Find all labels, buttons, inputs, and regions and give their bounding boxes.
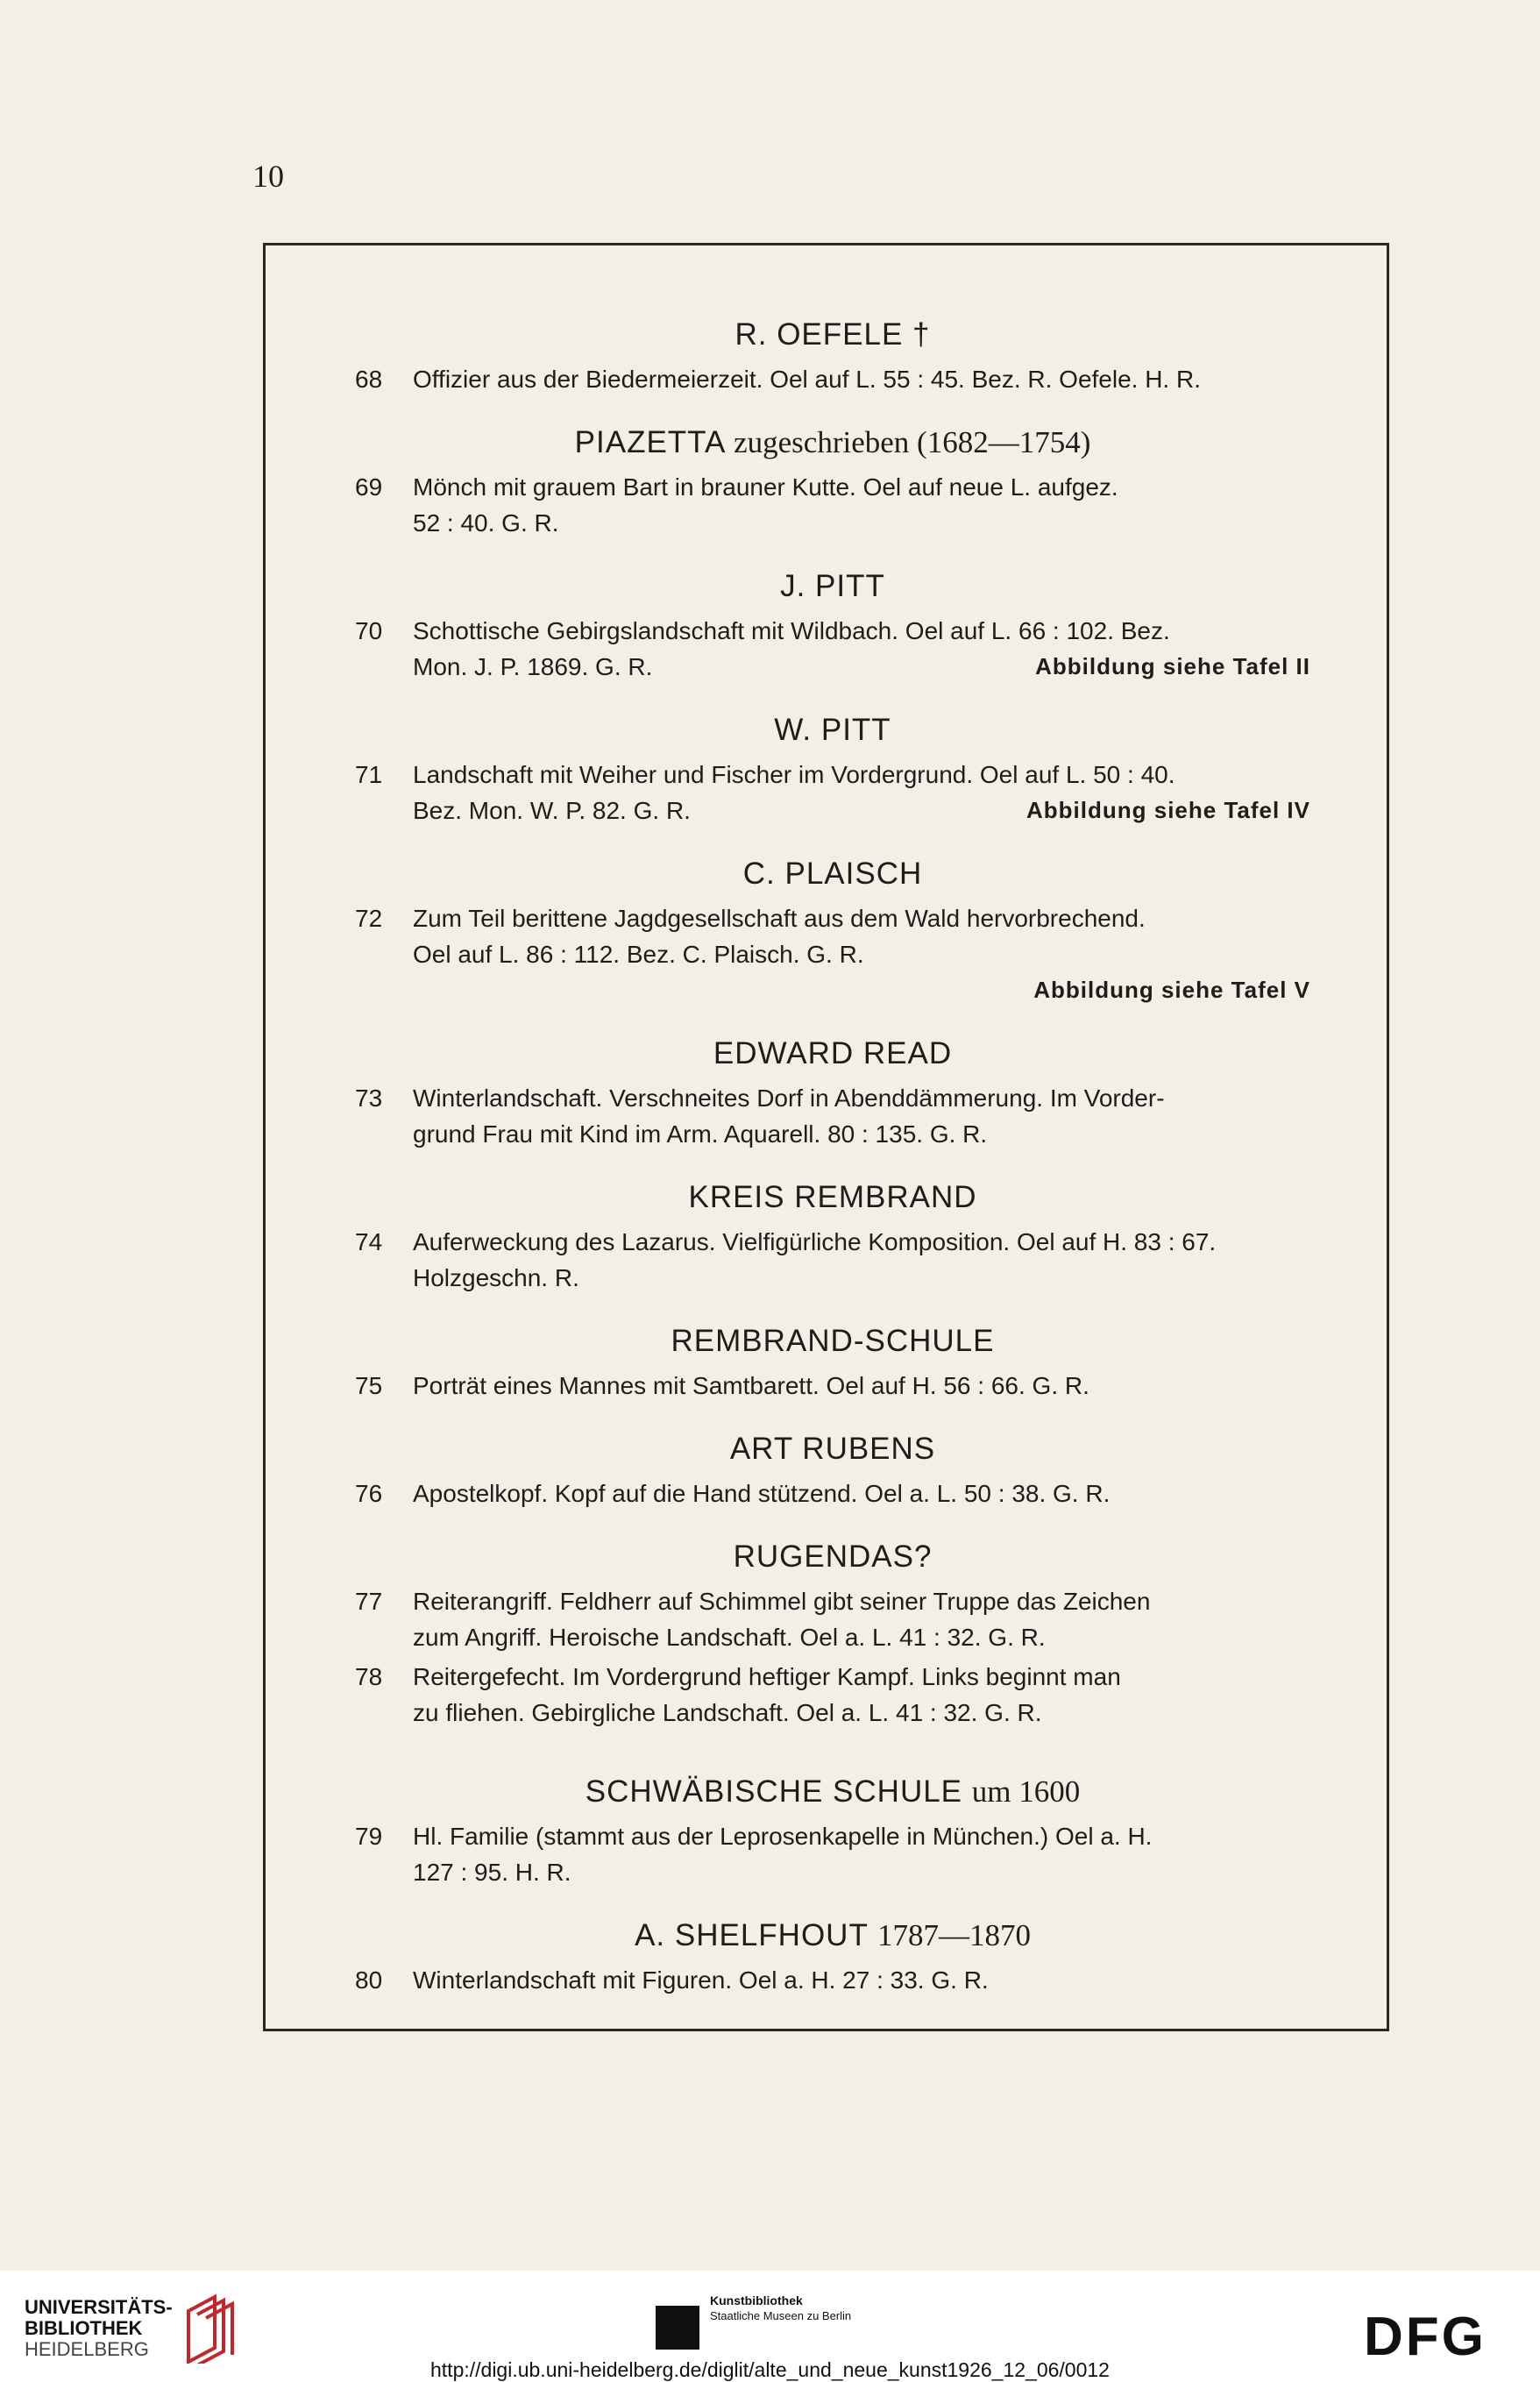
entry-text-line2: zum Angriff. Heroische Landschaft. Oel a. L. 41 : 32. G. R. xyxy=(413,1624,1046,1651)
entry-text: Porträt eines Mannes mit Samtbarett. Oel auf H. 56 : 66. G. R. xyxy=(413,1372,1089,1399)
ub-logo-line1: UNIVERSITÄTS- xyxy=(25,2296,173,2318)
artist-dates: zugeschrieben (1682—1754) xyxy=(734,425,1091,459)
artist-dates: um 1600 xyxy=(971,1774,1081,1809)
catalog-entry xyxy=(355,1224,1310,1296)
kunstbibliothek-logo[interactable] xyxy=(656,2293,851,2350)
artist-heading xyxy=(355,1773,1310,1811)
ub-logo-line3: HEIDELBERG xyxy=(25,2338,149,2360)
entry-text: Hl. Familie (stammt aus der Leprosenkapelle in München.) Oel a. H. xyxy=(413,1823,1153,1850)
entry-text-line2: Holzgeschn. R. xyxy=(413,1264,579,1291)
entry-number: 68 xyxy=(355,366,383,393)
artist-heading: J. PITT xyxy=(780,569,885,603)
artist-heading: RUGENDAS? xyxy=(733,1539,933,1574)
entry-text: Landschaft mit Weiher und Fischer im Vordergrund. Oel auf L. 50 : 40. xyxy=(413,761,1175,788)
kb-logo-line2: Staatliche Museen zu Berlin xyxy=(710,2309,852,2322)
entry-text: Apostelkopf. Kopf auf die Hand stützend. Oel a. L. 50 : 38. G. R. xyxy=(413,1480,1111,1507)
ub-book-icon xyxy=(183,2293,234,2364)
catalog-entry xyxy=(355,1659,1310,1731)
entry-text-line2: Bez. Mon. W. P. 82. G. R. xyxy=(413,797,691,824)
artist-heading: EDWARD READ xyxy=(713,1036,953,1070)
entry-text: Reitergefecht. Im Vordergrund heftiger Kampf. Links beginnt man xyxy=(413,1663,1121,1690)
catalog-entry xyxy=(355,1368,1310,1404)
artist-dates: 1787—1870 xyxy=(876,1918,1031,1952)
catalog-entry xyxy=(355,361,1310,397)
entry-number: 77 xyxy=(355,1588,383,1615)
catalog-entry xyxy=(355,757,1310,828)
entry-text: Offizier aus der Biedermeierzeit. Oel auf L. 55 : 45. Bez. R. Oefele. H. R. xyxy=(413,366,1201,393)
catalog-entry xyxy=(355,1583,1310,1655)
dfg-logo[interactable]: DFG xyxy=(1364,2307,1487,2367)
catalog-entry xyxy=(355,613,1310,685)
source-url[interactable]: http://digi.ub.uni-heidelberg.de/diglit/alte_und_neue_kunst1926_12_06/0012 xyxy=(430,2358,1110,2381)
entry-text: Reiterangriff. Feldherr auf Schimmel gibt seiner Truppe das Zeichen xyxy=(413,1588,1151,1615)
entry-number: 71 xyxy=(355,761,383,788)
illustration-reference: Abbildung siehe Tafel V xyxy=(1033,977,1310,1003)
kb-logo-line1: Kunstbibliothek xyxy=(710,2293,803,2307)
illustration-reference: Abbildung siehe Tafel IV xyxy=(1026,797,1310,823)
catalog-entry xyxy=(355,1818,1310,1890)
entry-text: Zum Teil berittene Jagdgesellschaft aus dem Wald hervorbrechend. xyxy=(413,905,1146,932)
entry-number: 70 xyxy=(355,617,383,644)
artist-name: A. SHELFHOUT xyxy=(635,1918,869,1952)
entry-text-line2: 127 : 95. H. R. xyxy=(413,1859,571,1886)
illustration-reference: Abbildung siehe Tafel II xyxy=(1035,653,1310,679)
artist-heading: KREIS REMBRAND xyxy=(688,1180,977,1214)
ub-logo-line2: BIBLIOTHEK xyxy=(25,2317,143,2339)
artist-heading: REMBRAND-SCHULE xyxy=(671,1324,995,1358)
artist-name: PIAZETTA xyxy=(574,425,725,459)
entry-number: 80 xyxy=(355,1966,383,1994)
catalog-entry xyxy=(355,1475,1310,1511)
artist-heading: ART RUBENS xyxy=(729,1432,936,1466)
entry-number: 79 xyxy=(355,1823,383,1850)
artist-name: SCHWÄBISCHE SCHULE xyxy=(585,1774,963,1809)
kunstbibliothek-icon xyxy=(656,2306,699,2350)
entry-number: 78 xyxy=(355,1663,383,1690)
ub-heidelberg-logo[interactable] xyxy=(25,2293,234,2364)
entry-text-line2: Mon. J. P. 1869. G. R. xyxy=(413,653,653,680)
artist-heading xyxy=(355,423,1310,462)
entry-number: 75 xyxy=(355,1372,383,1399)
entry-text: Winterlandschaft. Verschneites Dorf in Abenddämmerung. Im Vorder- xyxy=(413,1084,1165,1112)
entry-number: 72 xyxy=(355,905,383,932)
catalog-entry xyxy=(355,469,1310,541)
entry-text-line2: zu fliehen. Gebirgliche Landschaft. Oel a. L. 41 : 32. G. R. xyxy=(413,1699,1042,1726)
catalog-entry xyxy=(355,1962,1310,1998)
entry-number: 74 xyxy=(355,1228,383,1255)
artist-heading xyxy=(355,1916,1310,1955)
digitization-footer xyxy=(0,2271,1540,2382)
page-number: 10 xyxy=(252,159,284,194)
entry-text: Mönch mit grauem Bart in brauner Kutte. Oel auf neue L. aufgez. xyxy=(413,473,1118,501)
artist-heading: R. OEFELE † xyxy=(735,317,931,352)
entry-text-line2: grund Frau mit Kind im Arm. Aquarell. 80 : 135. G. R. xyxy=(413,1120,988,1148)
catalog-entry xyxy=(355,900,1310,1008)
entry-number: 69 xyxy=(355,473,383,501)
catalog-entry xyxy=(355,1080,1310,1152)
artist-heading: C. PLAISCH xyxy=(742,857,923,891)
entry-text-line2: Oel auf L. 86 : 112. Bez. C. Plaisch. G. R. xyxy=(413,941,864,968)
entry-text: Auferweckung des Lazarus. Vielfigürliche Komposition. Oel auf H. 83 : 67. xyxy=(413,1228,1217,1255)
entry-text-line2: 52 : 40. G. R. xyxy=(413,509,559,537)
artist-heading: W. PITT xyxy=(774,713,891,747)
entry-number: 73 xyxy=(355,1084,383,1112)
catalog-list xyxy=(355,316,1310,1998)
entry-text: Schottische Gebirgslandschaft mit Wildbach. Oel auf L. 66 : 102. Bez. xyxy=(413,617,1170,644)
entry-number: 76 xyxy=(355,1480,383,1507)
entry-text: Winterlandschaft mit Figuren. Oel a. H. 27 : 33. G. R. xyxy=(413,1966,989,1994)
